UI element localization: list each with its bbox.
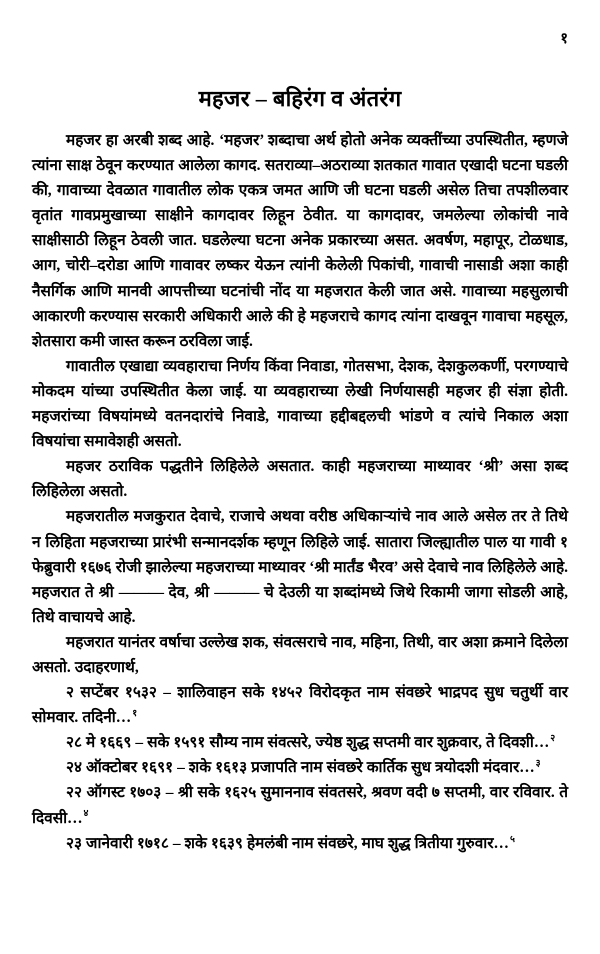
paragraph-3: महजर ठराविक पद्धतीने लिहिलेले असतात. काही महजराच्या माथ्यावर ‘श्री’ असा शब्द लिहिलेला असतो. bbox=[32, 458, 568, 501]
body-text-column bbox=[32, 128, 568, 856]
blank-line-dash-second: ——— bbox=[214, 583, 259, 601]
example-entry-4-text: २२ ऑगस्ट १७०३ – श्री सके १६२५ सुमाननाव संवतसरे, श्रवण वदी ७ सप्तमी, वार रविवार. ते दिवसी… bbox=[32, 784, 568, 827]
blank-line-dash-first: ——— bbox=[118, 583, 164, 601]
footnote-marker-2: २ bbox=[550, 734, 556, 745]
example-entry-5-text: २३ जानेवारी १७१८ – शके १६३९ हेमलंबी नाम संवछरे, माघ शुद्ध त्रितीया गुरुवार… bbox=[66, 834, 509, 852]
example-entry-5 bbox=[32, 831, 568, 856]
paragraph-4-part-middle: देव, श्री bbox=[163, 583, 215, 601]
footnote-marker-1: १ bbox=[132, 709, 138, 720]
page-title: महजर – बहिरंग व अंतरंग bbox=[198, 85, 402, 111]
example-entry-2-text: २८ मे १६६९ – सके १५९१ सौम्य नाम संवत्सरे, ज्येष्ठ शुद्ध सप्तमी वार शुक्रवार, ते दिवशी… bbox=[66, 734, 550, 752]
example-entry-3 bbox=[32, 755, 568, 780]
example-entry-1-text: २ सप्टेंबर १५३२ – शालिवाहन सके १४५२ विरोदकृत नाम संवछरे भाद्रपद सुध चतुर्थी वार सोमवार. तदिनी… bbox=[32, 684, 568, 727]
footnote-marker-5: ५ bbox=[509, 834, 515, 845]
paragraph-4-part-before-first-blank: महजरातील मजकुरात देवाचे, राजाचे अथवा वरीष्ठ अधिकाऱ्यांचे नाव आले असेल तर ते तिथे न लिहिता महजराच्या प्रारंभी सन्मानदर्शक म्हणून लिहिले जाई. सातारा जिल्ह्यातील पाल या गावी १ फेब्रुवारी १६७६ रोजी झालेल्या महजराच्या माथ्यावर ‘श्री मार्तंड भैरव’ असे देवाचे नाव लिहिलेले आहे. महजरात ते श्री bbox=[32, 508, 568, 601]
paragraph-4 bbox=[32, 504, 568, 629]
paragraph-1: महजर हा अरबी शब्द आहे. ‘महजर’ शब्दाचा अर्थ होतो अनेक व्यक्तींच्या उपस्थितीत, म्हणजे त्यांना साक्ष ठेवून करण्यात आलेला कागद. सतराव्या–अठराव्या शतकात गावात एखादी घटना घडली की, गावाच्या देवळात गावातील लोक एकत्र जमत आणि जी घटना घडली असेल तिचा तपशीलवार वृतांत गावप्रमुखाच्या साक्षीने कागदावर लिहून ठेवीत. या कागदावर, जमलेल्या लोकांची नावे साक्षीसाठी लिहून ठेवली जात. घडलेल्या घटना अनेक प्रकारच्या असत. अवर्षण, महापूर, टोळधाड, आग, चोरी–दरोडा आणि गावावर लष्कर येऊन त्यांनी केलेली पिकांची, गावाची नासाडी अशा काही नैसर्गिक आणि मानवी आपत्तीच्या घटनांची नोंद या महजरात केली जात असे. गावाच्या महसुलाची आकारणी करण्यास सरकारी अधिकारी आले की हे महजराचे कागद त्यांना दाखवून गावाचा महसूल, शेतसारा कमी जास्त करून ठरविला जाई. bbox=[32, 132, 568, 350]
paragraph-4-part-after-blanks: चे देउली या शब्दांमध्ये जिथे रिकामी जागा सोडली आहे, तिथे वाचायचे आहे. bbox=[32, 583, 569, 626]
example-entry-4 bbox=[32, 780, 568, 830]
paragraph-5: महजरात यानंतर वर्षाचा उल्लेख शक, संवत्सराचे नाव, महिना, तिथी, वार अशा क्रमाने दिलेला असतो. उदाहरणार्थ, bbox=[32, 633, 568, 676]
example-entry-2 bbox=[32, 730, 568, 755]
paragraph-2: गावातील एखाद्या व्यवहाराचा निर्णय किंवा निवाडा, गोतसभा, देशक, देशकुलकर्णी, परगण्याचे मोकदम यांच्या उपस्थितीत केला जाई. या व्यवहाराच्या लेखी निर्णयासही महजर ही संज्ञा होती. महजरांच्या विषयांमध्ये वतनदारांचे निवाडे, गावाच्या हद्दीबद्दलची भांडणे व त्यांचे निकाल अशा विषयांचा समावेशही असतो. bbox=[32, 357, 568, 451]
example-entry-1 bbox=[32, 680, 568, 730]
footnote-marker-4: ४ bbox=[83, 809, 89, 820]
footnote-marker-3: ३ bbox=[535, 759, 541, 770]
example-entry-3-text: २४ ऑक्टोबर १६९१ – शके १६१३ प्रजापति नाम संवछरे कार्तिक सुध त्रयोदशी मंदवार… bbox=[66, 759, 535, 777]
page-number: १ bbox=[560, 31, 568, 47]
